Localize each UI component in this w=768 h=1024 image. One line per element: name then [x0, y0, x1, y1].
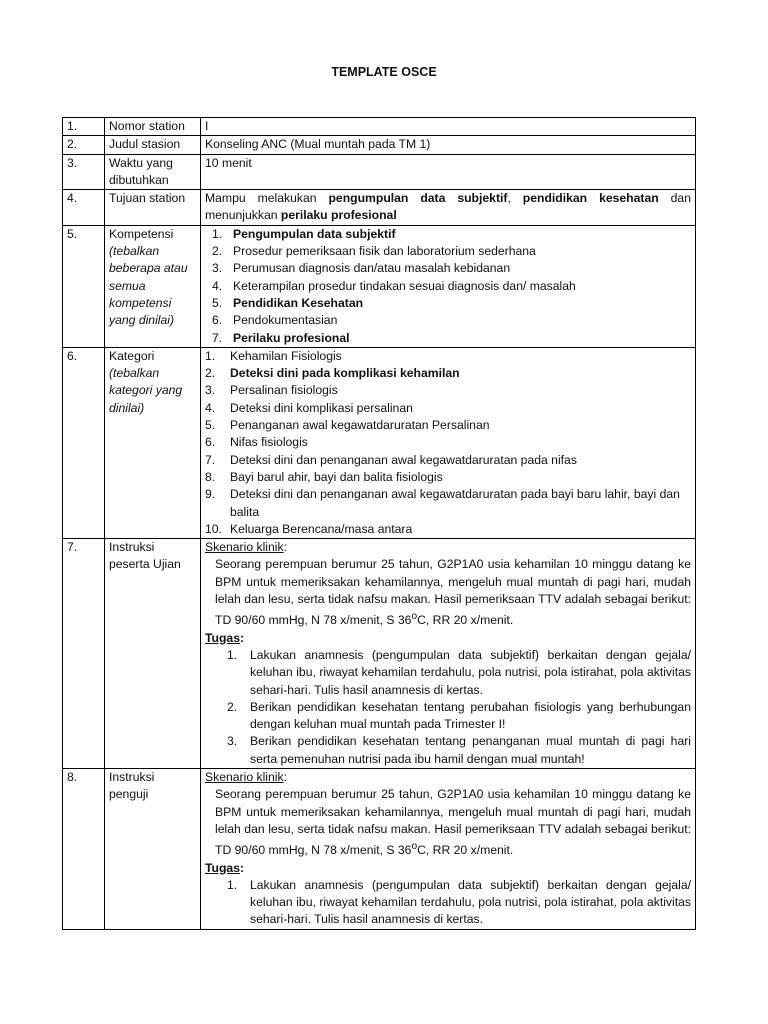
- list-item-number: 2.: [227, 699, 238, 714]
- tasks-list: [205, 877, 691, 929]
- instruksi-peserta-cell: Skenario klinik: Seorang perempuan berumur 25 tahun, G2P1A0 usia kehamilan 10 minggu datang ke BPM untuk memeriksakan kehamilannya, mengeluh mual muntah di pagi hari, mudah lelah dan lesu, serta tidak nafsu makan. Hasil pemeriksaan TTV adalah sebagai berikut: TD 90/60 mmHg, N 78 x/menit, S 36$^o$C, RR 20 x/menit. Tugas: 1. Lakukan anamnesis (pengumpulan data subjektif) berkaitan dengan gejala/ keluhan ibu, riwayat kehamilan terdahulu, pola nutrisi, pola istirahat, pola aktivitas sehari-hari. Tulis hasil anamnesis di kertas. 2. Berikan pendidikan kesehatan tentang perubahan fisiologis yang berhubungan dengan keluhan mual muntah pada Trimester I! 3. Berikan pendidikan kesehatan tentang penanganan mual muntah di pagi hari serta pemenuhan nutrisi pada ibu hamil dengan mual muntah!: [201, 539, 696, 769]
- kompetensi-note: (tebalkan beberapa atau semua kompetensi yang dinilai): [109, 244, 188, 328]
- list-item-number: 6.: [212, 313, 223, 328]
- scenario-text: Seorang perempuan berumur 25 tahun, G2P1A0 usia kehamilan 10 minggu datang ke BPM untuk memeriksakan kehamilannya, mengeluh mual muntah di pagi hari, mudah lelah dan lesu, serta tidak nafsu makan. Hasil pemeriksaan TTV adalah sebagai berikut: TD 90/60 mmHg, N 78 x/menit, S 36$^o$C, RR 20 x/menit.: [215, 557, 691, 628]
- list-item-number: 3.: [227, 734, 238, 749]
- list-item-number: 2.: [212, 244, 223, 259]
- list-item-number: 3.: [205, 383, 216, 398]
- list-item: [205, 243, 691, 260]
- list-item: [205, 469, 691, 486]
- table-row: [63, 347, 696, 538]
- scenario-text: Seorang perempuan berumur 25 tahun, G2P1A0 usia kehamilan 10 minggu datang ke BPM untuk memeriksakan kehamilannya, mengeluh mual muntah di pagi hari, mudah lelah dan lesu, serta tidak nafsu makan. Hasil pemeriksaan TTV adalah sebagai berikut: TD 90/60 mmHg, N 78 x/menit, S 36$^o$C, RR 20 x/menit.: [215, 787, 691, 858]
- row-label: Nomor station: [105, 118, 201, 136]
- list-item-text: Berikan pendidikan kesehatan tentang penanganan mual muntah di pagi hari serta pemenuhan nutrisi pada ibu hamil dengan mual muntah!: [250, 734, 691, 766]
- kompetensi-list: [205, 226, 691, 347]
- row-label: Instruksi peserta Ujian: [105, 539, 201, 769]
- list-item-text: Prosedur pemeriksaan fisik dan laboratorium sederhana: [233, 244, 536, 259]
- list-item-number: 10.: [205, 521, 222, 536]
- tujuan-station-value: Mampu melakukan pengumpulan data subjektif, pendidikan kesehatan dan menunjukkan perilaku profesional: [201, 190, 696, 226]
- list-item-text: Keluarga Berencana/masa antara: [230, 521, 413, 536]
- kategori-list: [205, 348, 691, 538]
- row-number: 6.: [63, 347, 105, 538]
- table-row: [63, 225, 696, 347]
- row-number: 5.: [63, 225, 105, 347]
- scenario-heading: Skenario klinik: [205, 770, 284, 785]
- row-label: Waktu yang dibutuhkan: [105, 154, 201, 190]
- instruksi-penguji-cell: Skenario klinik: Seorang perempuan berumur 25 tahun, G2P1A0 usia kehamilan 10 minggu datang ke BPM untuk memeriksakan kehamilannya, mengeluh mual muntah di pagi hari, mudah lelah dan lesu, serta tidak nafsu makan. Hasil pemeriksaan TTV adalah sebagai berikut: TD 90/60 mmHg, N 78 x/menit, S 36$^o$C, RR 20 x/menit. Tugas: 1. Lakukan anamnesis (pengumpulan data subjektif) berkaitan dengan gejala/ keluhan ibu, riwayat kehamilan terdahulu, pola nutrisi, pola istirahat, pola aktivitas sehari-hari. Tulis hasil anamnesis di kertas.: [201, 769, 696, 930]
- list-item: [205, 312, 691, 329]
- list-item-number: 7.: [212, 330, 223, 345]
- list-item-text: Perumusan diagnosis dan/atau masalah kebidanan: [233, 261, 511, 276]
- list-item-number: 5.: [212, 295, 223, 310]
- kompetensi-label: Kompetensi: [109, 226, 174, 241]
- list-item: [205, 452, 691, 469]
- list-item: [205, 330, 691, 347]
- list-item: [205, 733, 691, 768]
- list-item: [205, 877, 691, 929]
- list-item: [205, 278, 691, 295]
- list-item-number: 1.: [227, 647, 238, 662]
- list-item-text: Penanganan awal kegawatdaruratan Persalinan: [230, 418, 490, 433]
- list-item-number: 3.: [212, 261, 223, 276]
- list-item-text: Deteksi dini komplikasi persalinan: [230, 400, 413, 415]
- list-item: [205, 400, 691, 417]
- list-item-text: Deteksi dini pada komplikasi kehamilan: [230, 366, 460, 381]
- list-item-text: Lakukan anamnesis (pengumpulan data subjektif) berkaitan dengan gejala/ keluhan ibu, riwayat kehamilan terdahulu, pola nutrisi, pola istirahat, pola aktivitas sehari-hari. Tulis hasil anamnesis di kertas.: [250, 877, 691, 927]
- row-value: I: [201, 118, 696, 136]
- table-row: [63, 136, 696, 154]
- row-value: Konseling ANC (Mual muntah pada TM 1): [201, 136, 696, 154]
- list-item-text: Deteksi dini dan penanganan awal kegawatdaruratan pada bayi baru lahir, bayi dan balita: [230, 487, 680, 519]
- list-item: [205, 434, 691, 451]
- list-item-number: 6.: [205, 435, 216, 450]
- list-item: [205, 260, 691, 277]
- osce-table: [62, 117, 696, 930]
- row-label: Judul stasion: [105, 136, 201, 154]
- list-item-number: 1.: [205, 348, 216, 363]
- list-item: [205, 365, 691, 382]
- kategori-label: Kategori: [109, 348, 155, 363]
- list-item: [205, 226, 691, 243]
- list-item-number: 5.: [205, 418, 216, 433]
- table-row: [63, 769, 696, 930]
- row-number: 2.: [63, 136, 105, 154]
- table-row: [63, 539, 696, 769]
- kompetensi-list-cell: [201, 225, 696, 347]
- list-item-text: Pendokumentasian: [233, 313, 338, 328]
- scenario-heading: Skenario klinik: [205, 540, 284, 555]
- row-number: 1.: [63, 118, 105, 136]
- row-value: 10 menit: [201, 154, 696, 190]
- list-item-text: Persalinan fisiologis: [230, 383, 338, 398]
- list-item-number: 9.: [205, 487, 216, 502]
- kategori-list-cell: [201, 347, 696, 538]
- row-label: Instruksi penguji: [105, 769, 201, 930]
- list-item-text: Pendidikan Kesehatan: [233, 295, 364, 310]
- table-row: [63, 154, 696, 190]
- list-item: [205, 348, 691, 365]
- list-item-text: Deteksi dini dan penanganan awal kegawatdaruratan pada nifas: [230, 452, 577, 467]
- list-item-number: 1.: [227, 877, 238, 892]
- list-item-text: Bayi barul ahir, bayi dan balita fisiologis: [230, 469, 443, 484]
- list-item-text: Kehamilan Fisiologis: [230, 348, 342, 363]
- list-item: [205, 382, 691, 399]
- list-item-number: 1.: [212, 226, 223, 241]
- list-item: [205, 295, 691, 312]
- table-row: [63, 118, 696, 136]
- row-number: 3.: [63, 154, 105, 190]
- list-item-number: 7.: [205, 452, 216, 467]
- list-item-text: Nifas fisiologis: [230, 435, 308, 450]
- list-item: [205, 417, 691, 434]
- list-item-number: 8.: [205, 469, 216, 484]
- row-number: 4.: [63, 190, 105, 226]
- kategori-note: (tebalkan kategori yang dinilai): [109, 366, 183, 415]
- row-label: [105, 225, 201, 347]
- list-item-text: Berikan pendidikan kesehatan tentang perubahan fisiologis yang berhubungan dengan keluhan mual muntah pada Trimester I!: [250, 699, 691, 732]
- row-label: [105, 347, 201, 538]
- tasks-heading: Tugas: [205, 860, 240, 875]
- list-item-text: Pengumpulan data subjektif: [233, 226, 396, 241]
- list-item-text: Keterampilan prosedur tindakan sesuai diagnosis dan/ masalah: [233, 278, 576, 293]
- list-item-number: 4.: [212, 278, 223, 293]
- row-label: Tujuan station: [105, 190, 201, 226]
- document-title: TEMPLATE OSCE: [331, 65, 437, 79]
- list-item: [205, 699, 691, 734]
- list-item-number: 4.: [205, 400, 216, 415]
- table-row: [63, 190, 696, 226]
- row-number: 8.: [63, 769, 105, 930]
- list-item: [205, 521, 691, 538]
- list-item-text: Lakukan anamnesis (pengumpulan data subjektif) berkaitan dengan gejala/ keluhan ibu, riwayat kehamilan terdahulu, pola nutrisi, pola istirahat, pola aktivitas sehari-hari. Tulis hasil anamnesis di kertas.: [250, 647, 691, 697]
- tasks-heading: Tugas: [205, 630, 240, 645]
- tasks-list: [205, 647, 691, 768]
- list-item: [205, 647, 691, 699]
- list-item: [205, 486, 691, 521]
- list-item-number: 2.: [205, 366, 216, 381]
- list-item-text: Perilaku profesional: [233, 330, 350, 345]
- row-number: 7.: [63, 539, 105, 769]
